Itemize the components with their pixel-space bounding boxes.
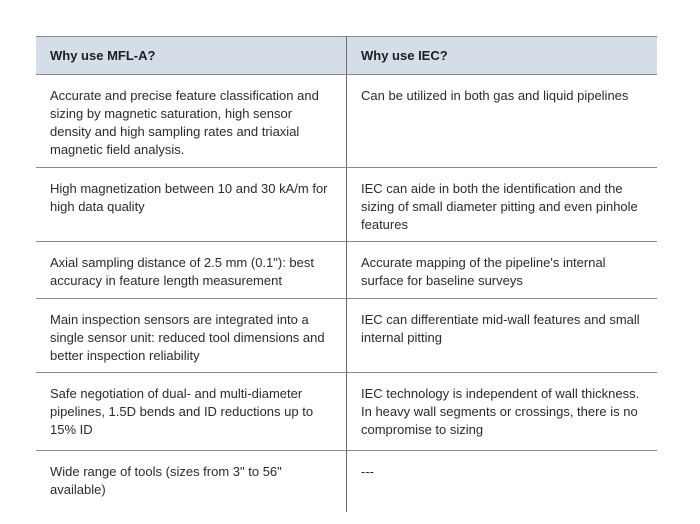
mfl-a-cell: Axial sampling distance of 2.5 mm (0.1"): best accuracy in feature length measurement bbox=[36, 242, 347, 298]
comparison-table bbox=[36, 36, 657, 512]
table-row bbox=[36, 75, 657, 168]
iec-cell: IEC can differentiate mid-wall features and small internal pitting bbox=[361, 312, 640, 345]
header-iec: Why use IEC? bbox=[361, 48, 448, 63]
mfl-a-cell: Safe negotiation of dual- and multi-diameter pipelines, 1.5D bends and ID reductions up to 15% ID bbox=[36, 373, 347, 450]
mfl-a-cell: High magnetization between 10 and 30 kA/m for high data quality bbox=[36, 168, 347, 241]
mfl-a-cell: Wide range of tools (sizes from 3" to 56" available) bbox=[36, 451, 347, 512]
table-row bbox=[36, 299, 657, 373]
iec-cell: Accurate mapping of the pipeline's internal surface for baseline surveys bbox=[361, 255, 606, 288]
header-mfl-a: Why use MFL-A? bbox=[36, 37, 347, 74]
iec-cell: Can be utilized in both gas and liquid pipelines bbox=[361, 88, 629, 103]
table-row bbox=[36, 373, 657, 451]
iec-cell: IEC technology is independent of wall thickness. In heavy wall segments or crossings, there is no compromise to sizing bbox=[361, 386, 640, 437]
mfl-a-cell: Accurate and precise feature classification and sizing by magnetic saturation, high sensor density and high sampling rates and triaxial magnetic field analysis. bbox=[36, 75, 347, 167]
table-row bbox=[36, 451, 657, 512]
table-row bbox=[36, 168, 657, 242]
iec-cell: --- bbox=[361, 464, 374, 479]
iec-cell: IEC can aide in both the identification and the sizing of small diameter pitting and even pinhole features bbox=[361, 181, 638, 232]
table-row bbox=[36, 242, 657, 299]
mfl-a-cell: Main inspection sensors are integrated into a single sensor unit: reduced tool dimensions and better inspection reliability bbox=[36, 299, 347, 372]
table-header bbox=[36, 36, 657, 75]
